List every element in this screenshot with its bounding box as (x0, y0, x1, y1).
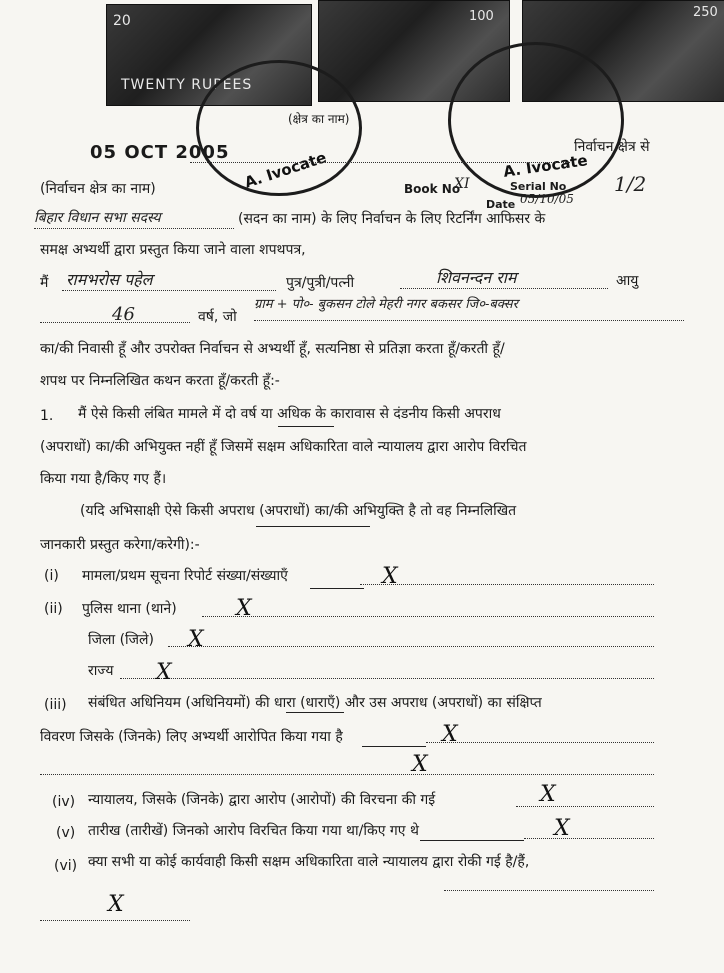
candidate-name: रामभरोस पहेल (66, 270, 153, 289)
house-name: बिहार विधान सभा सदस्य (34, 210, 161, 226)
stamp-value: 100 (469, 9, 494, 24)
cross-mark: X (236, 596, 252, 621)
item-vi-text: क्या सभी या कोई कार्यवाही किसी सक्षम अधिकारिता वाले न्यायालय द्वारा रोकी गई है/हैं, (88, 854, 530, 870)
cross-mark: X (188, 627, 204, 652)
section-1-line3: किया गया है/किए गए हैं। (40, 471, 167, 487)
book-no-label: Book No (404, 182, 461, 196)
item-vi-blank-2 (40, 920, 190, 921)
item-v-blank (524, 838, 654, 839)
age-value: 46 (112, 304, 135, 325)
advocate-seal (196, 60, 362, 196)
item-v-text: तारीख (तारीखें) जिनको आरोप विरचित किया गया था/किए गए थे (88, 823, 419, 839)
item-iii-blank (426, 742, 654, 743)
item-i-text: मामला/प्रथम सूचना रिपोर्ट संख्या/संख्याएँ (82, 568, 288, 584)
item-ii-blank (202, 616, 654, 617)
cross-mark: X (540, 782, 556, 807)
father-name: शिवनन्दन राम (436, 268, 517, 287)
years-label: वर्ष, जो (198, 309, 237, 325)
address: ग्राम + पो०- बुकसन टोले मेहरी नगर बकसर जि०-बक्सर (254, 297, 518, 312)
cross-mark: X (412, 752, 428, 777)
constituency-blank (190, 162, 570, 163)
main-label: मैं (40, 275, 49, 291)
stamp-value: 20 (113, 13, 131, 29)
item-iii-blank-2 (40, 774, 654, 775)
state-blank (120, 678, 654, 679)
fraction-mark: 1/2 (614, 172, 647, 196)
cross-mark: X (156, 660, 172, 685)
dated-stamp: 05 OCT 2005 (90, 142, 230, 163)
item-i-blank (360, 584, 654, 585)
item-iii-line2: विवरण जिसके (जिनके) लिए अभ्यर्थी आरोपित किया गया है (40, 729, 343, 745)
seal-text: A. Ivocate (242, 148, 329, 192)
cross-mark: X (108, 892, 124, 917)
section-1-line1: मैं ऐसे किसी लंबित मामले में दो वर्ष या अधिक के कारावास से दंडनीय किसी अपराध (78, 406, 501, 422)
item-v-number: (v) (56, 825, 76, 841)
book-no-value: XI (454, 176, 470, 192)
state-label: राज्य (88, 663, 114, 679)
line6-text: शपथ पर निम्नलिखित कथन करता हूँ/करती हूँ:- (40, 373, 280, 389)
section-1-note1: (यदि अभिसाक्षी ऐसे किसी अपराध (अपराधों) का/की अभियुक्ति है तो वह निम्नलिखित (80, 503, 517, 519)
date-value: 05/10/05 (520, 192, 574, 206)
item-iv-text: न्यायालय, जिसके (जिनके) द्वारा आरोप (आरोपों) की विरचना की गई (88, 792, 436, 808)
district-blank (168, 646, 654, 647)
line1-text: (सदन का नाम) के लिए निर्वाचन के लिए रिटर्निंग आफिसर के (238, 211, 546, 227)
stamp-value: 250 (693, 5, 718, 20)
underline (256, 526, 370, 527)
item-iii-line1: संबंधित अधिनियम (अधिनियमों) की धारा (धाराएँ) और उस अपराध (अपराधों) का संक्षिप्त (88, 695, 542, 711)
district-label: जिला (जिले) (88, 632, 155, 648)
section-1-note2: जानकारी प्रस्तुत करेगा/करेगी):- (40, 537, 200, 553)
serial-label: Serial No (510, 180, 567, 193)
constituency-suffix: निर्वाचन क्षेत्र से (574, 139, 650, 155)
item-ii-text: पुलिस थाना (थाने) (82, 601, 177, 617)
age-label: आयु (616, 273, 639, 289)
stamp-label: TWENTY RUPEES (121, 77, 253, 93)
date-label: Date (486, 198, 516, 211)
constituency-fragment: (क्षेत्र का नाम) (288, 112, 350, 126)
line2-text: समक्ष अभ्यर्थी द्वारा प्रस्तुत किया जाने वाला शपथपत्र, (40, 242, 306, 258)
item-i-number: (i) (44, 568, 59, 584)
item-iv-blank (516, 806, 654, 807)
cross-mark: X (382, 564, 398, 589)
constituency-label: (निर्वाचन क्षेत्र का नाम) (40, 181, 156, 197)
advocate-seal (448, 42, 624, 198)
section-1-number: 1. (40, 408, 54, 424)
line5-text: का/की निवासी हूँ और उपरोक्त निर्वाचन से अभ्यर्थी हूँ, सत्यनिष्ठा से प्रतिज्ञा करता हूँ/करती हूँ/ (40, 341, 505, 357)
cross-mark: X (442, 722, 458, 747)
cross-mark: X (554, 816, 570, 841)
section-1-line2: (अपराधों) का/की अभियुक्त नहीं हूँ जिसमें सक्षम अधिकारिता वाले न्यायालय द्वारा आरोप विरचित (40, 439, 527, 455)
seal-text: A. Ivocate (502, 151, 589, 181)
relation-label: पुत्र/पुत्री/पत्नी (286, 275, 355, 291)
underline (278, 426, 334, 427)
item-iii-number: (iii) (44, 697, 67, 713)
item-ii-number: (ii) (44, 601, 63, 617)
item-iv-number: (iv) (52, 794, 76, 810)
item-vi-blank (444, 890, 654, 891)
item-vi-number: (vi) (54, 858, 78, 874)
